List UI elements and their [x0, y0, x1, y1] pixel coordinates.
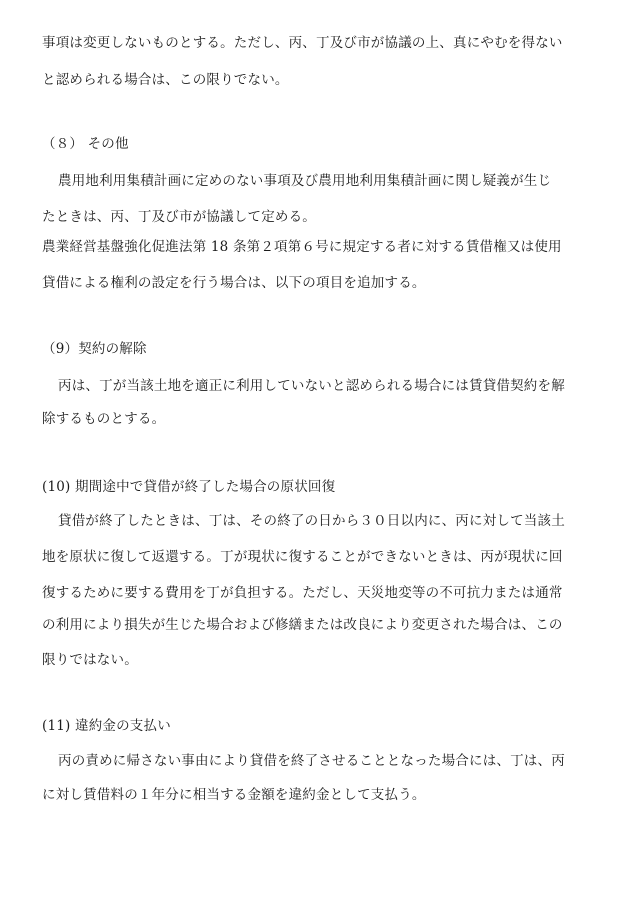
section-11-line-2: に対し賃借料の１年分に相当する金額を違約金として支払う。 [42, 787, 426, 803]
section-10-line-2: 地を原状に復して返還する。丁が現状に復することができないときは、丙が現状に回 [42, 549, 563, 565]
intro-line-2: と認められる場合は、この限りでない。 [42, 72, 289, 88]
addendum-line-2: 貸借による権利の設定を行う場合は、以下の項目を追加する。 [42, 275, 426, 291]
section-10-heading: (10) 期間途中で貸借が終了した場合の原状回復 [42, 479, 336, 495]
section-9-line-1: 丙は、丁が当該土地を適正に利用していないと認められる場合には賃貸借契約を解 [58, 378, 565, 394]
intro-line-1: 事項は変更しないものとする。ただし、丙、丁及び市が協議の上、真にやむを得ない [42, 35, 563, 51]
section-8-heading: （８） その他 [42, 136, 129, 152]
section-11-heading: (11) 違約金の支払い [42, 718, 171, 734]
section-9-line-2: 除するものとする。 [42, 411, 166, 427]
section-10-line-3: 復するために要する費用を丁が負担する。ただし、天災地変等の不可抗力または通常 [42, 585, 563, 601]
section-10-line-4: の利用により損失が生じた場合および修繕または改良により変更された場合は、この [42, 617, 563, 633]
section-11-line-1: 丙の責めに帰さない事由により貸借を終了させることとなった場合には、丁は、丙 [58, 753, 565, 769]
section-8-line-2: たときは、丙、丁及び市が協議して定める。 [42, 209, 316, 225]
section-8-line-1: 農用地利用集積計画に定めのない事項及び農用地利用集積計画に関し疑義が生じ [58, 173, 552, 189]
section-10-line-1: 貸借が終了したときは、丁は、その終了の日から３０日以内に、丙に対して当該土 [58, 513, 565, 529]
section-10-line-5: 限りではない。 [42, 652, 138, 668]
addendum-line-1: 農業経営基盤強化促進法第 18 条第２項第６号に規定する者に対する賃借権又は使用 [42, 239, 562, 255]
section-9-heading: （9）契約の解除 [42, 341, 147, 357]
